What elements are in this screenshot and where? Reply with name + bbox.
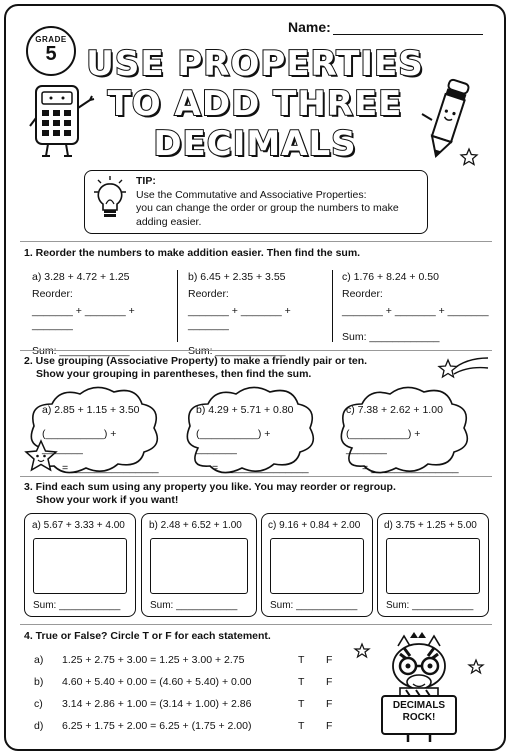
q2-item-a-expression: a) 2.85 + 1.15 + 3.50 [42,404,140,416]
tip-line-3: adding easier. [136,215,202,228]
q3-item-d-expression: d) 3.75 + 1.25 + 5.00 [384,520,477,531]
q4-item-c-statement: 3.14 + 2.86 + 1.00 = (3.14 + 1.00) + 2.86 [62,698,252,710]
name-field-line[interactable] [333,34,483,35]
q1-item-b-sum[interactable]: Sum: ____________ [188,345,286,357]
lightbulb-icon [92,174,128,230]
q3-card-c [261,513,373,617]
title-line-3: DECIMALS [153,124,357,164]
sign-text [382,700,456,724]
q1-item-b [188,270,328,358]
q3-heading [24,481,396,507]
q4-item-d-false[interactable]: F [326,720,333,732]
q2-item-a-grouping[interactable]: (__________) + _______ [42,428,117,455]
q4-item-c-letter: c) [34,698,43,710]
zebra-icon [354,632,494,744]
title-line-2: TO ADD THREE [107,84,403,124]
q4-item-a-true[interactable]: T [298,654,305,666]
tip-label: TIP: [136,175,156,187]
divider [20,476,492,477]
q4-item-b-letter: b) [34,676,44,688]
q4-item-b-true[interactable]: T [298,676,305,688]
q2-heading [24,355,367,381]
q4-heading: 4. True or False? Circle T or F for each statement. [24,630,271,642]
q2-item-c-expression: c) 7.38 + 2.62 + 1.00 [346,404,443,416]
q2-item-c [346,403,464,476]
q1-item-a-expression: a) 3.28 + 4.72 + 1.25 [32,271,130,283]
q1-item-b-reorder-blanks[interactable]: _______ + _______ + _______ [188,305,291,331]
q2-item-b-result[interactable]: = _______________ [212,462,309,474]
q3-card-a [24,513,136,617]
q1-item-b-reorder-label: Reorder: [188,288,229,300]
q3-heading-line-2: Show your work if you want! [36,494,179,506]
q2-item-c-grouping[interactable]: (__________) + _______ [346,428,421,455]
q4-item-b-false[interactable]: F [326,676,333,688]
star-icon [460,148,478,166]
q1-item-b-expression: b) 6.45 + 2.35 + 3.55 [188,271,286,283]
q1-heading: 1. Reorder the numbers to make addition easier. Then find the sum. [24,247,361,259]
q1-item-a-reorder-label: Reorder: [32,288,73,300]
q2-item-b-grouping[interactable]: (__________) + _______ [196,428,271,455]
q1-item-a-sum[interactable]: Sum: ____________ [32,345,130,357]
q2-item-b-expression: b) 4.29 + 5.71 + 0.80 [196,404,294,416]
calculator-icon [28,78,98,168]
q1-item-c-expression: c) 1.76 + 8.24 + 0.50 [342,271,439,283]
q4-item-c-false[interactable]: F [326,698,333,710]
tip-line-1: Use the Commutative and Associative Properties: [136,188,367,201]
q1-item-c-reorder-label: Reorder: [342,288,383,300]
grade-number: 5 [45,43,57,65]
q3-item-b-sum[interactable]: Sum: ___________ [150,600,238,611]
q3-item-c-work-box[interactable] [270,538,364,594]
sign-line-1: DECIMALS [392,700,446,711]
q4-item-d-statement: 6.25 + 1.75 + 2.00 = 6.25 + (1.75 + 2.00) [62,720,252,732]
column-divider [177,270,178,342]
q2-item-a-result[interactable]: = _______________ [62,462,159,474]
q1-item-a [32,270,172,358]
q3-item-d-sum[interactable]: Sum: ___________ [386,600,474,611]
shooting-star-icon [438,354,492,384]
q3-item-a-sum[interactable]: Sum: ___________ [33,600,121,611]
divider [20,350,492,351]
q1-item-c-sum[interactable]: Sum: ____________ [342,331,440,343]
sign-line-2: ROCK! [402,712,436,723]
q3-card-b [141,513,257,617]
name-label: Name: [288,19,331,35]
q1-item-c-reorder-blanks[interactable]: _______ + _______ + _______ [342,305,489,317]
q3-heading-line-1: 3. Find each sum using any property you like. You may reorder or regroup. [24,481,396,493]
q4-item-c-true[interactable]: T [298,698,305,710]
q4-item-d-letter: d) [34,720,44,732]
divider [20,241,492,242]
q3-item-a-expression: a) 5.67 + 3.33 + 4.00 [32,520,125,531]
q3-item-b-work-box[interactable] [150,538,248,594]
q3-item-b-expression: b) 2.48 + 6.52 + 1.00 [149,520,242,531]
q2-heading-line-2: Show your grouping in parentheses, then find the sum. [36,368,312,380]
column-divider [332,270,333,342]
q3-item-c-sum[interactable]: Sum: ___________ [270,600,358,611]
q4-item-a-statement: 1.25 + 2.75 + 3.00 = 1.25 + 3.00 + 2.75 [62,654,245,666]
title-line-1: USE PROPERTIES [86,44,424,84]
q4-item-a-false[interactable]: F [326,654,333,666]
tip-text [136,175,420,229]
q2-heading-line-1: 2. Use grouping (Associative Property) to make a friendly pair or ten. [24,355,368,367]
q4-item-d-true[interactable]: T [298,720,305,732]
tip-line-2: you can change the order or group the numbers to make [136,202,399,214]
q2-item-c-result[interactable]: = _______________ [362,462,459,474]
q4-item-b-statement: 4.60 + 5.40 + 0.00 = (4.60 + 5.40) + 0.00 [62,676,252,688]
q1-item-a-reorder-blanks[interactable]: _______ + _______ + _______ [32,305,135,331]
q2-item-b [196,403,314,476]
q3-item-c-expression: c) 9.16 + 0.84 + 2.00 [268,520,361,531]
q3-card-d [377,513,489,617]
q3-item-d-work-box[interactable] [386,538,480,594]
divider [20,624,492,625]
q1-item-c [342,270,492,344]
q2-item-a [42,403,160,476]
grade-label: GRADE [35,35,67,44]
q3-item-a-work-box[interactable] [33,538,127,594]
q4-item-a-letter: a) [34,654,44,666]
